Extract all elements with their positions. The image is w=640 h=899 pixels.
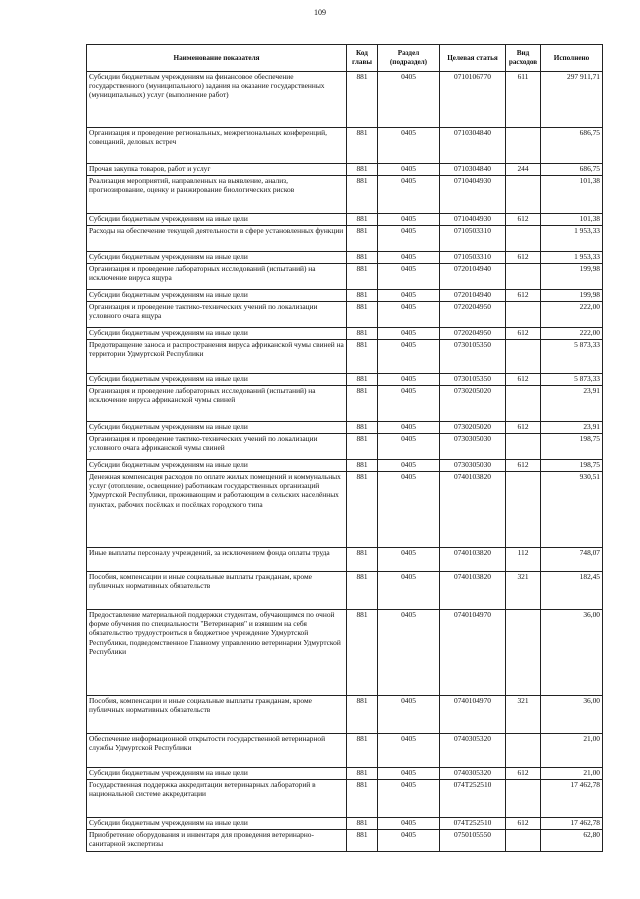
row-section: 0405 xyxy=(378,460,440,472)
row-target: 0740104970 xyxy=(440,610,506,696)
row-target: 0710404930 xyxy=(440,176,506,214)
row-code: 881 xyxy=(347,548,378,572)
table-row xyxy=(87,472,603,548)
row-code: 881 xyxy=(347,302,378,328)
row-amount: 21,00 xyxy=(541,768,603,780)
row-code: 881 xyxy=(347,264,378,290)
row-section: 0405 xyxy=(378,264,440,290)
row-amount: 36,00 xyxy=(541,696,603,734)
row-section: 0405 xyxy=(378,340,440,374)
row-amount: 101,38 xyxy=(541,176,603,214)
row-code: 881 xyxy=(347,768,378,780)
row-code: 881 xyxy=(347,780,378,818)
table-row xyxy=(87,176,603,214)
row-name: Субсидии бюджетным учреждениям на иные цели xyxy=(87,252,347,264)
row-code: 881 xyxy=(347,460,378,472)
row-amount: 930,51 xyxy=(541,472,603,548)
row-amount: 182,45 xyxy=(541,572,603,610)
table-row xyxy=(87,696,603,734)
row-code: 881 xyxy=(347,340,378,374)
table-row xyxy=(87,252,603,264)
row-name: Субсидии бюджетным учреждениям на иные цели xyxy=(87,214,347,226)
row-code: 881 xyxy=(347,472,378,548)
row-expense-type xyxy=(506,434,541,460)
row-name: Организация и проведение лабораторных исследований (испытаний) на исключение вируса ящура xyxy=(87,264,347,290)
row-amount: 199,98 xyxy=(541,264,603,290)
row-amount: 5 873,33 xyxy=(541,374,603,386)
table-row xyxy=(87,422,603,434)
row-amount: 199,98 xyxy=(541,290,603,302)
row-expense-type: 612 xyxy=(506,768,541,780)
row-section: 0405 xyxy=(378,434,440,460)
row-amount: 17 462,78 xyxy=(541,818,603,830)
row-name: Организация и проведение региональных, межрегиональных конференций, совещаний, деловых встреч xyxy=(87,128,347,164)
row-code: 881 xyxy=(347,572,378,610)
row-amount: 222,00 xyxy=(541,328,603,340)
table-row xyxy=(87,548,603,572)
row-section: 0405 xyxy=(378,768,440,780)
row-section: 0405 xyxy=(378,610,440,696)
row-expense-type xyxy=(506,264,541,290)
row-code: 881 xyxy=(347,434,378,460)
row-name: Иные выплаты персоналу учреждений, за исключением фонда оплаты труда xyxy=(87,548,347,572)
row-name: Предоставление материальной поддержки студентам, обучающимся по очной форме обучения по специальности "Ветеринария" и взявшим на себя обязательство трудоустроиться в бюджетное учреждение Удмуртской Республики, подведомственное Главному управлению ветеринарии Удмуртской Республики xyxy=(87,610,347,696)
table-row xyxy=(87,328,603,340)
row-name: Организация и проведение лабораторных исследований (испытаний) на исключение вируса африканской чумы свиней xyxy=(87,386,347,422)
row-target: 0720104940 xyxy=(440,290,506,302)
row-section: 0405 xyxy=(378,302,440,328)
table-row xyxy=(87,572,603,610)
row-expense-type: 321 xyxy=(506,572,541,610)
table-row xyxy=(87,460,603,472)
row-amount: 748,07 xyxy=(541,548,603,572)
row-name: Субсидии бюджетным учреждениям на иные цели xyxy=(87,768,347,780)
row-target: 0730205020 xyxy=(440,422,506,434)
row-amount: 686,75 xyxy=(541,164,603,176)
row-section: 0405 xyxy=(378,214,440,226)
row-expense-type xyxy=(506,734,541,768)
table-row xyxy=(87,734,603,768)
table-header-row xyxy=(87,45,603,72)
row-section: 0405 xyxy=(378,696,440,734)
row-target: 0720204950 xyxy=(440,328,506,340)
row-target: 0710304840 xyxy=(440,164,506,176)
row-name: Пособия, компенсации и иные социальные выплаты гражданам, кроме публичных нормативных обязательств xyxy=(87,572,347,610)
row-target: 0710304840 xyxy=(440,128,506,164)
table-row xyxy=(87,434,603,460)
row-section: 0405 xyxy=(378,226,440,252)
row-target: 0710106770 xyxy=(440,72,506,128)
row-expense-type xyxy=(506,176,541,214)
row-target: 0730105350 xyxy=(440,374,506,386)
row-expense-type: 244 xyxy=(506,164,541,176)
row-section: 0405 xyxy=(378,164,440,176)
row-code: 881 xyxy=(347,290,378,302)
table-row xyxy=(87,264,603,290)
header-target: Целевая статья xyxy=(440,45,506,72)
table-row xyxy=(87,226,603,252)
table-row xyxy=(87,164,603,176)
row-target: 0730205020 xyxy=(440,386,506,422)
row-code: 881 xyxy=(347,252,378,264)
row-expense-type xyxy=(506,340,541,374)
page-number: 109 xyxy=(314,8,326,17)
row-code: 881 xyxy=(347,128,378,164)
row-expense-type: 321 xyxy=(506,696,541,734)
row-name: Субсидии бюджетным учреждениям на иные цели xyxy=(87,818,347,830)
table-row xyxy=(87,290,603,302)
row-code: 881 xyxy=(347,328,378,340)
row-section: 0405 xyxy=(378,548,440,572)
row-expense-type: 612 xyxy=(506,422,541,434)
row-section: 0405 xyxy=(378,818,440,830)
row-amount: 686,75 xyxy=(541,128,603,164)
table-row xyxy=(87,214,603,226)
row-amount: 17 462,78 xyxy=(541,780,603,818)
row-amount: 222,00 xyxy=(541,302,603,328)
row-section: 0405 xyxy=(378,176,440,214)
table-row xyxy=(87,302,603,328)
row-target: 0740305320 xyxy=(440,734,506,768)
row-expense-type xyxy=(506,830,541,852)
row-expense-type: 612 xyxy=(506,374,541,386)
row-target: 074Т252510 xyxy=(440,818,506,830)
row-name: Субсидии бюджетным учреждениям на иные цели xyxy=(87,328,347,340)
row-name: Предотвращение заноса и распространения вируса африканской чумы свиней на территории Удмуртской Республики xyxy=(87,340,347,374)
header-expense-type: Вид расходов xyxy=(506,45,541,72)
row-amount: 1 953,33 xyxy=(541,226,603,252)
table-row xyxy=(87,128,603,164)
row-amount: 1 953,33 xyxy=(541,252,603,264)
row-section: 0405 xyxy=(378,290,440,302)
row-expense-type xyxy=(506,302,541,328)
row-code: 881 xyxy=(347,386,378,422)
row-target: 0740103820 xyxy=(440,572,506,610)
row-target: 0750105550 xyxy=(440,830,506,852)
table-row xyxy=(87,780,603,818)
table-row xyxy=(87,768,603,780)
row-name: Прочая закупка товаров, работ и услуг xyxy=(87,164,347,176)
row-target: 0720104940 xyxy=(440,264,506,290)
table-row xyxy=(87,818,603,830)
row-target: 0730305030 xyxy=(440,460,506,472)
row-target: 0710503310 xyxy=(440,226,506,252)
row-target: 0710404930 xyxy=(440,214,506,226)
row-code: 881 xyxy=(347,72,378,128)
row-name: Субсидии бюджетным учреждениям на иные цели xyxy=(87,290,347,302)
row-section: 0405 xyxy=(378,472,440,548)
header-section: Раздел (подраздел) xyxy=(378,45,440,72)
row-section: 0405 xyxy=(378,128,440,164)
row-code: 881 xyxy=(347,422,378,434)
row-expense-type xyxy=(506,472,541,548)
table-row xyxy=(87,72,603,128)
row-amount: 297 911,71 xyxy=(541,72,603,128)
row-expense-type xyxy=(506,610,541,696)
row-expense-type: 612 xyxy=(506,460,541,472)
row-name: Государственная поддержка аккредитации ветеринарных лабораторий в национальной системе аккредитации xyxy=(87,780,347,818)
row-code: 881 xyxy=(347,214,378,226)
row-expense-type xyxy=(506,128,541,164)
row-amount: 198,75 xyxy=(541,460,603,472)
row-amount: 36,00 xyxy=(541,610,603,696)
row-amount: 21,00 xyxy=(541,734,603,768)
row-target: 0730305030 xyxy=(440,434,506,460)
row-section: 0405 xyxy=(378,328,440,340)
row-name: Расходы на обеспечение текущей деятельности в сфере установленных функции xyxy=(87,226,347,252)
row-expense-type: 611 xyxy=(506,72,541,128)
table-row xyxy=(87,374,603,386)
row-section: 0405 xyxy=(378,72,440,128)
row-name: Обеспечение информационной открытости государственной ветеринарной службы Удмуртской Республики xyxy=(87,734,347,768)
header-code: Код главы xyxy=(347,45,378,72)
row-section: 0405 xyxy=(378,572,440,610)
row-target: 0740305320 xyxy=(440,768,506,780)
row-expense-type xyxy=(506,226,541,252)
row-name: Субсидии бюджетным учреждениям на финансовое обеспечение государственного (муниципального) задания на оказание государственных (муниципальных) услуг (выполнение работ) xyxy=(87,72,347,128)
row-target: 0740103820 xyxy=(440,548,506,572)
table-row xyxy=(87,340,603,374)
row-name: Пособия, компенсации и иные социальные выплаты гражданам, кроме публичных нормативных обязательств xyxy=(87,696,347,734)
table-row xyxy=(87,386,603,422)
row-expense-type: 612 xyxy=(506,290,541,302)
row-code: 881 xyxy=(347,226,378,252)
row-target: 0740103820 xyxy=(440,472,506,548)
header-amount: Исполнено xyxy=(541,45,603,72)
row-code: 881 xyxy=(347,818,378,830)
row-code: 881 xyxy=(347,610,378,696)
row-amount: 5 873,33 xyxy=(541,340,603,374)
row-section: 0405 xyxy=(378,252,440,264)
row-section: 0405 xyxy=(378,374,440,386)
row-expense-type xyxy=(506,780,541,818)
row-section: 0405 xyxy=(378,780,440,818)
row-name: Реализация мероприятий, направленных на выявление, анализ, прогнозирование, оценку и ранжирование биологических рисков xyxy=(87,176,347,214)
row-code: 881 xyxy=(347,734,378,768)
row-expense-type: 612 xyxy=(506,818,541,830)
row-expense-type: 112 xyxy=(506,548,541,572)
table-row xyxy=(87,610,603,696)
row-section: 0405 xyxy=(378,830,440,852)
row-name: Организация и проведение тактико-технических учений по локализации условного очага африканской чумы свиней xyxy=(87,434,347,460)
row-target: 0710503310 xyxy=(440,252,506,264)
expenditure-table xyxy=(86,44,603,852)
row-section: 0405 xyxy=(378,386,440,422)
row-name: Приобретение оборудования и инвентаря для проведения ветеринарно-санитарной экспертизы xyxy=(87,830,347,852)
table-row xyxy=(87,830,603,852)
header-name: Наименование показателя xyxy=(87,45,347,72)
row-code: 881 xyxy=(347,696,378,734)
row-section: 0405 xyxy=(378,734,440,768)
row-code: 881 xyxy=(347,830,378,852)
row-name: Субсидии бюджетным учреждениям на иные цели xyxy=(87,460,347,472)
row-name: Организация и проведение тактико-технических учений по локализации условного очага ящура xyxy=(87,302,347,328)
row-target: 0720204950 xyxy=(440,302,506,328)
row-code: 881 xyxy=(347,164,378,176)
row-code: 881 xyxy=(347,176,378,214)
row-code: 881 xyxy=(347,374,378,386)
row-expense-type: 612 xyxy=(506,214,541,226)
row-name: Денежная компенсация расходов по оплате жилых помещений и коммунальных услуг (отопление, освещение) работникам государственных организаций Удмуртской Республики, проживающим и работающим в сельских населённых пунктах, рабочих посёлках и посёлках городского типа xyxy=(87,472,347,548)
row-name: Субсидии бюджетным учреждениям на иные цели xyxy=(87,374,347,386)
row-name: Субсидии бюджетным учреждениям на иные цели xyxy=(87,422,347,434)
row-expense-type xyxy=(506,386,541,422)
row-amount: 101,38 xyxy=(541,214,603,226)
row-section: 0405 xyxy=(378,422,440,434)
row-target: 074Т252510 xyxy=(440,780,506,818)
row-amount: 23,91 xyxy=(541,386,603,422)
row-amount: 62,80 xyxy=(541,830,603,852)
row-expense-type: 612 xyxy=(506,328,541,340)
row-amount: 23,91 xyxy=(541,422,603,434)
row-target: 0740104970 xyxy=(440,696,506,734)
row-expense-type: 612 xyxy=(506,252,541,264)
row-amount: 198,75 xyxy=(541,434,603,460)
row-target: 0730105350 xyxy=(440,340,506,374)
